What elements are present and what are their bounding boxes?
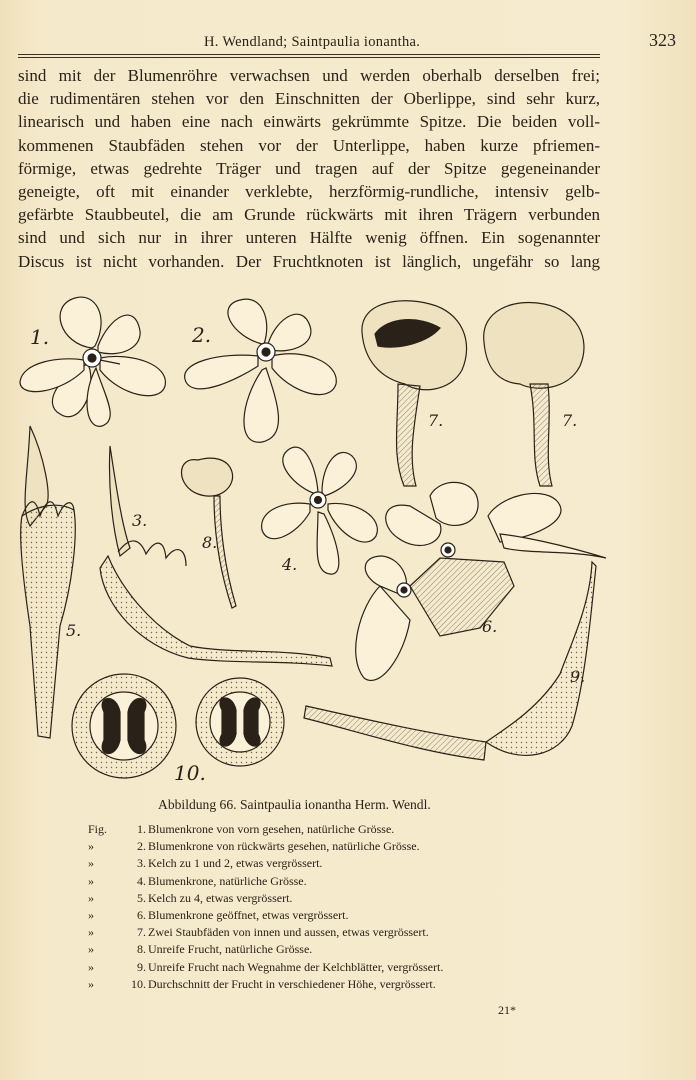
text-line: linearisch und haben eine nach einwärts gekrümmte Spitze. Die beiden voll- (18, 112, 600, 132)
legend-item (88, 873, 608, 890)
botanical-plate (0, 286, 696, 796)
legend-number: 10. (131, 976, 146, 991)
legend-mark: » (88, 925, 94, 940)
legend-number: 2. (137, 839, 146, 854)
legend-item (88, 855, 608, 872)
legend-item (88, 838, 608, 855)
text-line: kommenen Staubfäden stehen vor der Unterlippe, haben kurze pfriemen- (18, 135, 600, 155)
legend-mark: » (88, 907, 94, 922)
header-rule (18, 54, 600, 55)
figure-legend (88, 821, 608, 993)
figure-label: 8. (202, 533, 218, 552)
figure-8-unripe-fruit (182, 458, 237, 608)
figure-label: 2. (192, 323, 212, 347)
header-rule-thin (18, 57, 600, 58)
text-line: gefärbte Staubbeutel, die am Grunde rückwärts mit ihren Trägern verbunden (18, 205, 600, 225)
legend-item (88, 941, 608, 958)
figure-label: 10. (174, 761, 206, 785)
legend-number: 1. (137, 822, 146, 836)
legend-item (88, 924, 608, 941)
legend-text: Durchschnitt der Frucht in verschiedener Höhe, vergrössert. (148, 976, 436, 991)
legend-number: 7. (137, 925, 146, 940)
legend-text: Blumenkrone, natürliche Grösse. (148, 873, 307, 888)
text-line: Discus ist nicht vorhanden. Der Fruchtknoten ist länglich, ungefähr so lang (18, 251, 600, 271)
legend-mark: » (88, 839, 94, 854)
legend-text: Blumenkrone von vorn gesehen, natürliche Grösse. (148, 822, 395, 836)
text-line: förmige, etwas gedrehte Träger und tragen auf der Spitze gegeneinander (18, 158, 600, 178)
figure-label: 9. (570, 667, 586, 686)
figure-5-calyx (21, 426, 82, 738)
legend-number: 8. (137, 942, 146, 957)
legend-item (88, 821, 608, 838)
legend-text: Kelch zu 1 und 2, etwas vergrössert. (148, 856, 323, 871)
legend-mark: » (88, 873, 94, 888)
figure-caption-title: Abbildung 66. Saintpaulia ionantha Herm. Wendl. (158, 797, 431, 812)
figure-label: 7. (428, 411, 444, 430)
legend-mark: Fig. (88, 822, 108, 836)
text-line: geneigte, oft mit einander verklebte, herzförmig-rundliche, intensiv gelb- (18, 181, 600, 201)
plate-illustration (0, 286, 696, 796)
legend-text: Blumenkrone von rückwärts gesehen, natürliche Grösse. (148, 839, 420, 854)
legend-number: 6. (137, 907, 146, 922)
figure-label: 4. (282, 555, 298, 574)
figure-label: 5. (66, 621, 82, 640)
text-line: die rudimentären stehen vor den Einschnitten der Oberlippe, sind sehr kurz, (18, 89, 600, 109)
figure-label: 6. (482, 617, 498, 636)
legend-number: 5. (137, 890, 146, 905)
legend-mark: » (88, 976, 94, 991)
figure-7-stamen-inside (362, 301, 467, 486)
legend-mark: » (88, 856, 94, 871)
figure-2-flower-back (185, 299, 337, 442)
legend-mark: » (88, 942, 94, 957)
legend-number: 9. (137, 959, 146, 974)
figure-label: 7. (562, 411, 578, 430)
figure-label: 1. (30, 325, 50, 349)
legend-item (88, 907, 608, 924)
running-header (18, 30, 676, 56)
legend-number: 3. (137, 856, 146, 871)
figure-label: 3. (132, 511, 148, 530)
legend-text: Unreife Frucht nach Wegnahme der Kelchblätter, vergrössert. (148, 959, 444, 974)
text-line: sind und sich nur in ihrer unteren Hälfte wenig öffnen. Ein sogenannter (18, 228, 600, 248)
figure-7-stamen-outside (484, 303, 584, 486)
figure-1-flower-front (20, 297, 165, 426)
legend-text: Blumenkrone geöffnet, etwas vergrössert. (148, 907, 349, 922)
legend-text: Kelch zu 4, etwas vergrössert. (148, 890, 293, 905)
legend-number: 4. (137, 873, 146, 888)
printer-signature: 21* (498, 1003, 516, 1017)
figure-10-cross-sections (72, 674, 284, 785)
page-number: 323 (649, 30, 676, 50)
legend-item (88, 890, 608, 907)
legend-item (88, 959, 608, 976)
body-paragraph (18, 64, 600, 273)
legend-text: Unreife Frucht, natürliche Grösse. (148, 942, 313, 957)
legend-text: Zwei Staubfäden von innen und aussen, etwas vergrössert. (148, 925, 429, 940)
legend-mark: » (88, 959, 94, 974)
text-line: sind mit der Blumenröhre verwachsen und werden oberhalb derselben frei; (18, 66, 600, 85)
figure-4-flower-small (262, 447, 378, 574)
legend-item (88, 976, 608, 993)
header-title: H. Wendland; Saintpaulia ionantha. (204, 34, 421, 50)
legend-mark: » (88, 890, 94, 905)
